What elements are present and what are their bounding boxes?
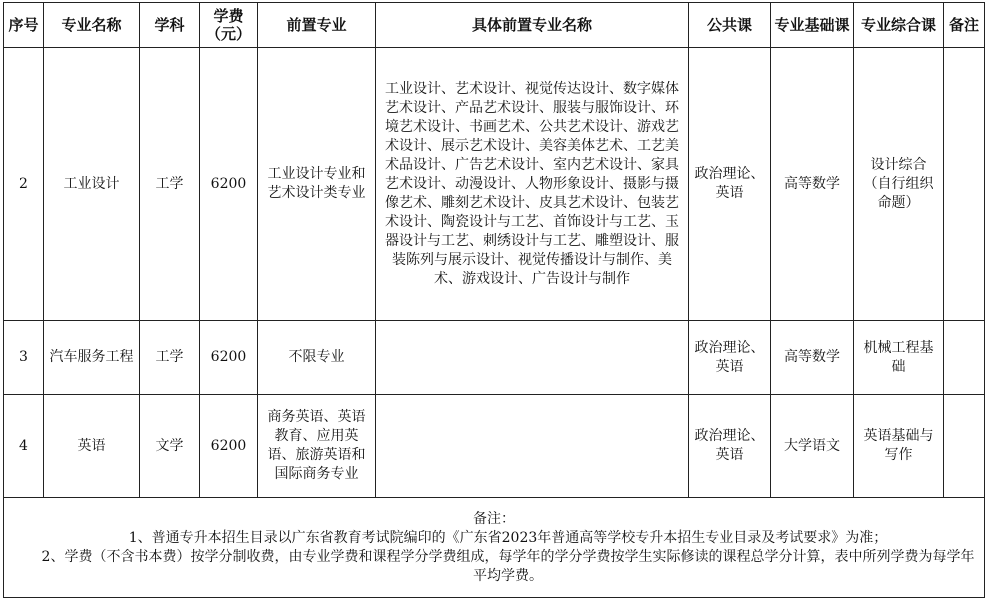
cell-public: 政治理论、英语 [689,48,771,321]
cell-basic: 高等数学 [771,48,854,321]
cell-fee: 6200 [200,48,258,321]
cell-fee: 6200 [200,321,258,395]
cell-seq: 4 [4,395,44,498]
header-prereq: 前置专业 [258,3,376,48]
header-remark: 备注 [944,3,985,48]
cell-seq: 3 [4,321,44,395]
cell-prereq: 商务英语、英语教育、应用英语、旅游英语和国际商务专业 [258,395,376,498]
admission-table [3,2,985,598]
cell-prereq-detail [376,321,689,395]
cell-seq: 2 [4,48,44,321]
cell-comprehensive: 机械工程基础 [854,321,944,395]
header-major: 专业名称 [44,3,140,48]
cell-discipline: 工学 [140,321,200,395]
cell-fee: 6200 [200,395,258,498]
header-basic: 专业基础课 [771,3,854,48]
cell-prereq-detail [376,395,689,498]
notes-row [4,498,985,598]
cell-basic: 高等数学 [771,321,854,395]
header-fee: 学费（元） [200,3,258,48]
header-row [4,3,985,48]
cell-major: 英语 [44,395,140,498]
header-discipline: 学科 [140,3,200,48]
cell-comprehensive: 英语基础与写作 [854,395,944,498]
cell-discipline: 工学 [140,48,200,321]
cell-comprehensive: 设计综合（自行组织命题） [854,48,944,321]
cell-remark [944,321,985,395]
cell-discipline: 文学 [140,395,200,498]
cell-basic: 大学语文 [771,395,854,498]
note-item: 1、普通专升本招生目录以广东省教育考试院编印的《广东省2023年普通高等学校专升本招生专业目录及考试要求》为准； [128,529,888,546]
cell-major: 汽车服务工程 [44,321,140,395]
cell-remark [944,48,985,321]
header-prereq-detail: 具体前置专业名称 [376,3,689,48]
header-seq: 序号 [4,3,44,48]
cell-public: 政治理论、英语 [689,395,771,498]
table-row [4,48,985,321]
header-comprehensive: 专业综合课 [854,3,944,48]
cell-major: 工业设计 [44,48,140,321]
cell-prereq: 工业设计专业和艺术设计类专业 [258,48,376,321]
cell-public: 政治理论、英语 [689,321,771,395]
table-row [4,321,985,395]
notes-cell [4,498,985,598]
cell-remark [944,395,985,498]
notes-title: 备注： [473,510,515,527]
header-public: 公共课 [689,3,771,48]
table-row [4,395,985,498]
cell-prereq: 不限专业 [258,321,376,395]
note-item: 2、学费（不含书本费）按学分制收费，由专业学费和课程学分学费组成，每学年的学分学费按学生实际修读的课程总学分计算，表中所列学费为每学年平均学费。 [41,548,975,584]
cell-prereq-detail: 工业设计、艺术设计、视觉传达设计、数字媒体艺术设计、产品艺术设计、服装与服饰设计、环境艺术设计、书画艺术、公共艺术设计、游戏艺术设计、展示艺术设计、美容美体艺术、工艺美术品设计、广告艺术设计、室内艺术设计、家具艺术设计、动漫设计、人物形象设计、摄影与摄像艺术、雕刻艺术设计、皮具艺术设计、包装艺术设计、陶瓷设计与工艺、首饰设计与工艺、玉器设计与工艺、刺绣设计与工艺、雕塑设计、服装陈列与展示设计、视觉传播设计与制作、美术、游戏设计、广告设计与制作 [376,48,689,321]
